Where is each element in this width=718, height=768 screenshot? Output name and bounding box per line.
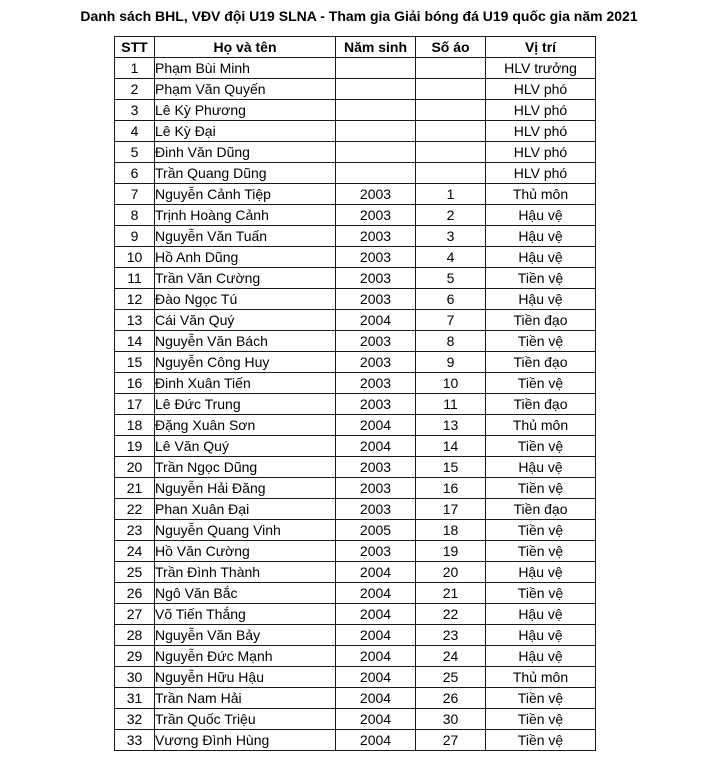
column-header-number: Số áo: [416, 37, 486, 58]
row-number-cell: 1: [115, 58, 155, 79]
row-number-cell: 26: [115, 583, 155, 604]
shirt-number-cell: 6: [416, 289, 486, 310]
birth-year-cell: 2004: [336, 688, 416, 709]
shirt-number-cell: 24: [416, 646, 486, 667]
birth-year-cell: 2004: [336, 730, 416, 751]
position-cell: Tiền vệ: [486, 268, 596, 289]
shirt-number-cell: [416, 100, 486, 121]
shirt-number-cell: [416, 121, 486, 142]
table-row: [115, 289, 596, 310]
table-row: [115, 58, 596, 79]
member-name-cell: Trịnh Hoàng Cảnh: [155, 205, 336, 226]
birth-year-cell: 2003: [336, 394, 416, 415]
birth-year-cell: 2004: [336, 583, 416, 604]
shirt-number-cell: 7: [416, 310, 486, 331]
position-cell: HLV phó: [486, 142, 596, 163]
roster-table: [114, 36, 596, 751]
row-number-cell: 28: [115, 625, 155, 646]
position-cell: Tiền vệ: [486, 436, 596, 457]
header-row: [115, 37, 596, 58]
table-row: [115, 625, 596, 646]
table-row: [115, 268, 596, 289]
member-name-cell: Ngô Văn Bắc: [155, 583, 336, 604]
column-header-year: Năm sinh: [336, 37, 416, 58]
member-name-cell: Nguyễn Quang Vinh: [155, 520, 336, 541]
row-number-cell: 16: [115, 373, 155, 394]
shirt-number-cell: 25: [416, 667, 486, 688]
birth-year-cell: 2003: [336, 352, 416, 373]
position-cell: Tiền vệ: [486, 331, 596, 352]
shirt-number-cell: 5: [416, 268, 486, 289]
row-number-cell: 23: [115, 520, 155, 541]
row-number-cell: 19: [115, 436, 155, 457]
table-row: [115, 247, 596, 268]
table-row: [115, 142, 596, 163]
row-number-cell: 6: [115, 163, 155, 184]
row-number-cell: 10: [115, 247, 155, 268]
table-row: [115, 79, 596, 100]
shirt-number-cell: 21: [416, 583, 486, 604]
table-row: [115, 310, 596, 331]
position-cell: HLV phó: [486, 100, 596, 121]
shirt-number-cell: [416, 163, 486, 184]
table-row: [115, 163, 596, 184]
row-number-cell: 11: [115, 268, 155, 289]
shirt-number-cell: 20: [416, 562, 486, 583]
member-name-cell: Trần Văn Cường: [155, 268, 336, 289]
table-row: [115, 709, 596, 730]
position-cell: Hậu vệ: [486, 226, 596, 247]
row-number-cell: 5: [115, 142, 155, 163]
member-name-cell: Đinh Văn Dũng: [155, 142, 336, 163]
row-number-cell: 32: [115, 709, 155, 730]
birth-year-cell: 2004: [336, 625, 416, 646]
position-cell: Thủ môn: [486, 667, 596, 688]
shirt-number-cell: 22: [416, 604, 486, 625]
birth-year-cell: [336, 100, 416, 121]
table-row: [115, 730, 596, 751]
birth-year-cell: 2005: [336, 520, 416, 541]
table-row: [115, 583, 596, 604]
member-name-cell: Trần Quang Dũng: [155, 163, 336, 184]
member-name-cell: Nguyễn Văn Bảy: [155, 625, 336, 646]
member-name-cell: Hồ Văn Cường: [155, 541, 336, 562]
table-row: [115, 520, 596, 541]
member-name-cell: Võ Tiến Thắng: [155, 604, 336, 625]
birth-year-cell: 2004: [336, 709, 416, 730]
member-name-cell: Nguyễn Văn Bách: [155, 331, 336, 352]
table-row: [115, 205, 596, 226]
position-cell: Tiền đạo: [486, 352, 596, 373]
row-number-cell: 3: [115, 100, 155, 121]
birth-year-cell: 2003: [336, 499, 416, 520]
table-row: [115, 352, 596, 373]
birth-year-cell: 2004: [336, 667, 416, 688]
table-row: [115, 121, 596, 142]
birth-year-cell: [336, 121, 416, 142]
member-name-cell: Trần Đình Thành: [155, 562, 336, 583]
shirt-number-cell: [416, 79, 486, 100]
member-name-cell: Phan Xuân Đại: [155, 499, 336, 520]
row-number-cell: 25: [115, 562, 155, 583]
table-row: [115, 478, 596, 499]
birth-year-cell: 2003: [336, 331, 416, 352]
table-row: [115, 184, 596, 205]
position-cell: Tiền vệ: [486, 478, 596, 499]
shirt-number-cell: 10: [416, 373, 486, 394]
birth-year-cell: 2003: [336, 289, 416, 310]
birth-year-cell: 2003: [336, 268, 416, 289]
member-name-cell: Phạm Bùi Minh: [155, 58, 336, 79]
birth-year-cell: 2003: [336, 478, 416, 499]
member-name-cell: Phạm Văn Quyến: [155, 79, 336, 100]
column-header-stt: STT: [115, 37, 155, 58]
shirt-number-cell: 19: [416, 541, 486, 562]
row-number-cell: 7: [115, 184, 155, 205]
table-row: [115, 331, 596, 352]
birth-year-cell: 2004: [336, 436, 416, 457]
shirt-number-cell: 18: [416, 520, 486, 541]
row-number-cell: 30: [115, 667, 155, 688]
shirt-number-cell: 15: [416, 457, 486, 478]
row-number-cell: 20: [115, 457, 155, 478]
row-number-cell: 2: [115, 79, 155, 100]
row-number-cell: 21: [115, 478, 155, 499]
shirt-number-cell: 17: [416, 499, 486, 520]
member-name-cell: Lê Kỳ Đại: [155, 121, 336, 142]
position-cell: Hậu vệ: [486, 247, 596, 268]
member-name-cell: Nguyễn Văn Tuấn: [155, 226, 336, 247]
row-number-cell: 24: [115, 541, 155, 562]
member-name-cell: Đào Ngọc Tú: [155, 289, 336, 310]
table-row: [115, 604, 596, 625]
birth-year-cell: 2004: [336, 415, 416, 436]
position-cell: Hậu vệ: [486, 205, 596, 226]
member-name-cell: Nguyễn Công Huy: [155, 352, 336, 373]
table-row: [115, 394, 596, 415]
row-number-cell: 9: [115, 226, 155, 247]
table-row: [115, 667, 596, 688]
position-cell: Tiền đạo: [486, 394, 596, 415]
shirt-number-cell: 23: [416, 625, 486, 646]
page-title: Danh sách BHL, VĐV đội U19 SLNA - Tham gia Giải bóng đá U19 quốc gia năm 2021: [80, 8, 638, 24]
position-cell: HLV trưởng: [486, 58, 596, 79]
position-cell: Hậu vệ: [486, 625, 596, 646]
table-row: [115, 499, 596, 520]
member-name-cell: Đinh Xuân Tiến: [155, 373, 336, 394]
shirt-number-cell: 11: [416, 394, 486, 415]
member-name-cell: Đặng Xuân Sơn: [155, 415, 336, 436]
position-cell: HLV phó: [486, 121, 596, 142]
member-name-cell: Trần Nam Hải: [155, 688, 336, 709]
member-name-cell: Lê Văn Quý: [155, 436, 336, 457]
birth-year-cell: 2003: [336, 247, 416, 268]
table-row: [115, 457, 596, 478]
member-name-cell: Hồ Anh Dũng: [155, 247, 336, 268]
member-name-cell: Trần Quốc Triệu: [155, 709, 336, 730]
row-number-cell: 27: [115, 604, 155, 625]
birth-year-cell: 2003: [336, 184, 416, 205]
shirt-number-cell: 30: [416, 709, 486, 730]
row-number-cell: 18: [115, 415, 155, 436]
row-number-cell: 14: [115, 331, 155, 352]
position-cell: Thủ môn: [486, 415, 596, 436]
table-row: [115, 373, 596, 394]
table-row: [115, 688, 596, 709]
table-row: [115, 646, 596, 667]
roster-body: [115, 58, 596, 751]
birth-year-cell: [336, 163, 416, 184]
member-name-cell: Nguyễn Hữu Hậu: [155, 667, 336, 688]
member-name-cell: Lê Kỳ Phương: [155, 100, 336, 121]
table-row: [115, 436, 596, 457]
position-cell: Tiền vệ: [486, 730, 596, 751]
column-header-position: Vị trí: [486, 37, 596, 58]
row-number-cell: 8: [115, 205, 155, 226]
row-number-cell: 22: [115, 499, 155, 520]
position-cell: Tiền vệ: [486, 541, 596, 562]
shirt-number-cell: 3: [416, 226, 486, 247]
birth-year-cell: [336, 58, 416, 79]
shirt-number-cell: 14: [416, 436, 486, 457]
shirt-number-cell: 26: [416, 688, 486, 709]
birth-year-cell: 2003: [336, 226, 416, 247]
row-number-cell: 13: [115, 310, 155, 331]
position-cell: Tiền vệ: [486, 709, 596, 730]
position-cell: Hậu vệ: [486, 457, 596, 478]
member-name-cell: Trần Ngọc Dũng: [155, 457, 336, 478]
shirt-number-cell: 1: [416, 184, 486, 205]
position-cell: Tiền vệ: [486, 373, 596, 394]
shirt-number-cell: 27: [416, 730, 486, 751]
position-cell: Tiền vệ: [486, 520, 596, 541]
shirt-number-cell: 16: [416, 478, 486, 499]
row-number-cell: 33: [115, 730, 155, 751]
table-row: [115, 541, 596, 562]
shirt-number-cell: [416, 58, 486, 79]
row-number-cell: 4: [115, 121, 155, 142]
birth-year-cell: 2003: [336, 457, 416, 478]
member-name-cell: Vương Đình Hùng: [155, 730, 336, 751]
row-number-cell: 29: [115, 646, 155, 667]
member-name-cell: Nguyễn Cảnh Tiệp: [155, 184, 336, 205]
position-cell: HLV phó: [486, 163, 596, 184]
table-row: [115, 100, 596, 121]
position-cell: HLV phó: [486, 79, 596, 100]
member-name-cell: Cái Văn Quý: [155, 310, 336, 331]
birth-year-cell: 2004: [336, 310, 416, 331]
position-cell: Hậu vệ: [486, 604, 596, 625]
shirt-number-cell: 9: [416, 352, 486, 373]
shirt-number-cell: 13: [416, 415, 486, 436]
row-number-cell: 31: [115, 688, 155, 709]
birth-year-cell: 2003: [336, 205, 416, 226]
position-cell: Tiền đạo: [486, 310, 596, 331]
position-cell: Tiền vệ: [486, 583, 596, 604]
row-number-cell: 15: [115, 352, 155, 373]
birth-year-cell: [336, 142, 416, 163]
column-header-name: Họ và tên: [155, 37, 336, 58]
shirt-number-cell: 2: [416, 205, 486, 226]
position-cell: Tiền vệ: [486, 688, 596, 709]
position-cell: Hậu vệ: [486, 289, 596, 310]
table-row: [115, 562, 596, 583]
table-row: [115, 226, 596, 247]
row-number-cell: 12: [115, 289, 155, 310]
birth-year-cell: [336, 79, 416, 100]
position-cell: Hậu vệ: [486, 562, 596, 583]
position-cell: Hậu vệ: [486, 646, 596, 667]
member-name-cell: Nguyễn Hải Đăng: [155, 478, 336, 499]
birth-year-cell: 2004: [336, 604, 416, 625]
position-cell: Thủ môn: [486, 184, 596, 205]
member-name-cell: Nguyễn Đức Mạnh: [155, 646, 336, 667]
row-number-cell: 17: [115, 394, 155, 415]
position-cell: Tiền đạo: [486, 499, 596, 520]
shirt-number-cell: 4: [416, 247, 486, 268]
shirt-number-cell: 8: [416, 331, 486, 352]
birth-year-cell: 2004: [336, 562, 416, 583]
birth-year-cell: 2004: [336, 646, 416, 667]
birth-year-cell: 2003: [336, 373, 416, 394]
birth-year-cell: 2003: [336, 541, 416, 562]
shirt-number-cell: [416, 142, 486, 163]
table-row: [115, 415, 596, 436]
member-name-cell: Lê Đức Trung: [155, 394, 336, 415]
